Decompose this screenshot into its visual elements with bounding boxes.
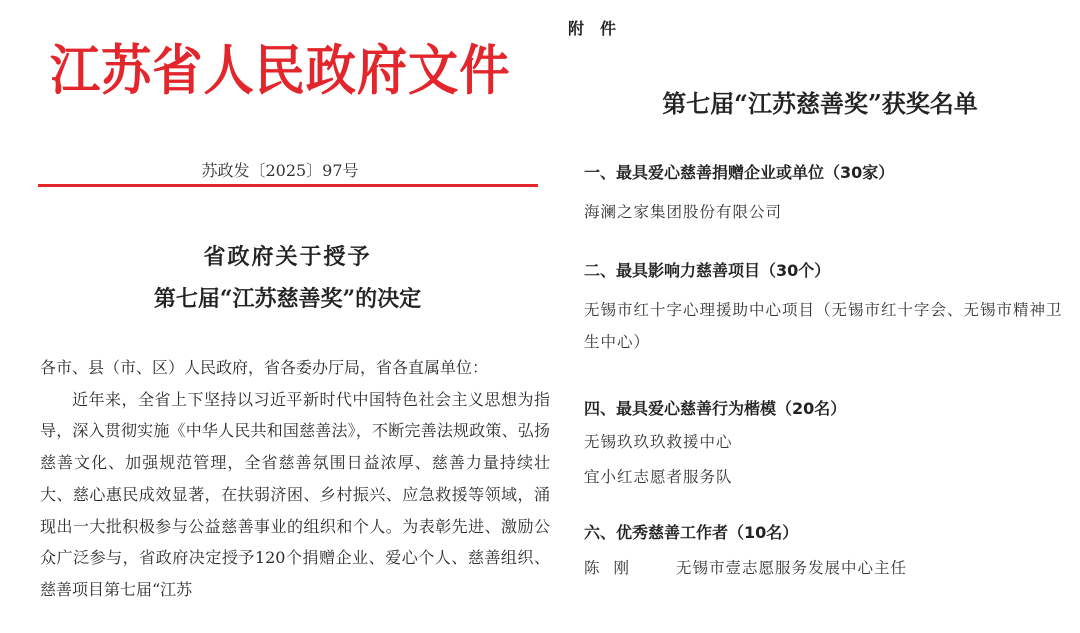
section-heading: 四、最具爱心慈善行为楷模（20名） bbox=[584, 399, 847, 418]
salutation: 各市、县（市、区）人民政府，省各委办厅局，省各直属单位： bbox=[40, 358, 489, 377]
person-name: 陈刚 bbox=[584, 559, 644, 577]
document-header: 江苏省人民政府文件 bbox=[50, 39, 511, 102]
body-paragraph: 近年来，全省上下坚持以习近平新时代中国特色社会主义思想为指导，深入贯彻实施《中华人民共和国慈善法》，不断完善法规政策、弘扬慈善文化、加强规范管理，全省慈善氛围日益浓厚、慈善力量持续壮大、慈心惠民成效显著，在扶弱济困、乡村振兴、应急救援等领域，涌现出一大批积极参与公益慈善事业的组织和个人。为表彰先进、激励公众广泛参与，省政府决定授予120个捐赠企业、爱心个人、慈善组织、慈善项目第七届“江苏 bbox=[40, 389, 550, 599]
list-item: 无锡市红十字心理援助中心项目（无锡市红十字会、无锡市精神卫生中心） bbox=[584, 301, 1063, 351]
document-title-line-1: 省政府关于授予 bbox=[203, 244, 372, 270]
person-title: 无锡市壹志愿服务发展中心主任 bbox=[676, 559, 908, 577]
document-body bbox=[40, 352, 550, 606]
list-item: 无锡玖玖玖救援中心 bbox=[584, 433, 733, 451]
award-list-title: 第七届“江苏慈善奖”获奖名单 bbox=[662, 89, 978, 118]
document-number: 苏政发〔2025〕97号 bbox=[201, 161, 359, 180]
person-entry bbox=[584, 556, 907, 578]
attachment-label: 附件 bbox=[568, 19, 633, 38]
section-heading: 二、最具影响力慈善项目（30个） bbox=[584, 261, 831, 280]
section-heading: 一、最具爱心慈善捐赠企业或单位（30家） bbox=[584, 163, 895, 182]
section-heading: 六、优秀慈善工作者（10名） bbox=[584, 523, 799, 542]
list-item: 宜小红志愿者服务队 bbox=[584, 468, 733, 486]
red-divider bbox=[38, 184, 538, 187]
document-title-line-2: 第七届“江苏慈善奖”的决定 bbox=[153, 286, 422, 312]
list-item: 海澜之家集团股份有限公司 bbox=[584, 203, 783, 221]
